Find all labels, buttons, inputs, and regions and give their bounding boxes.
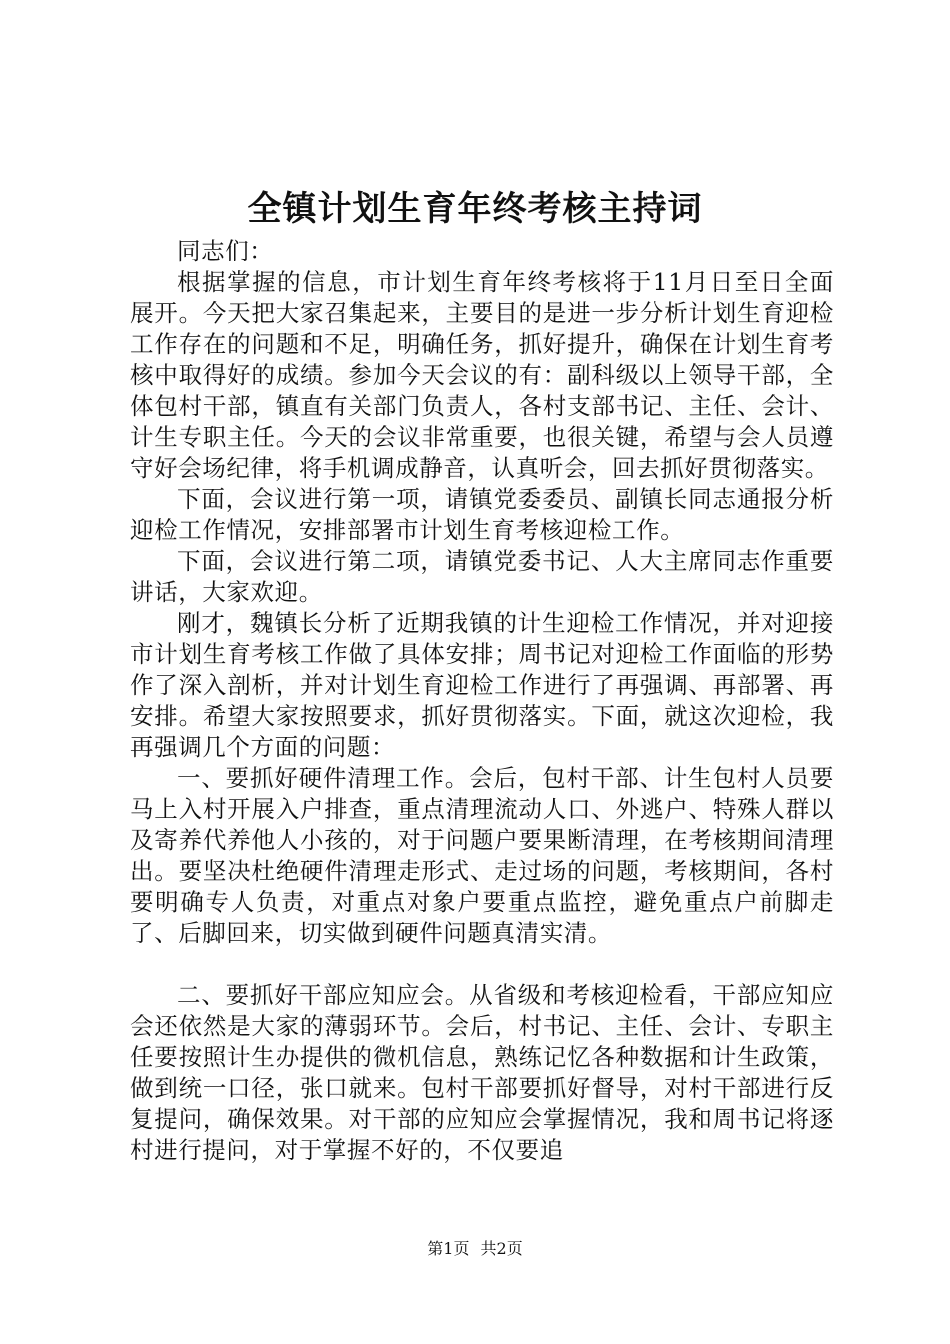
paragraph-gap	[130, 949, 834, 980]
document-title: 全镇计划生育年终考核主持词	[247, 189, 703, 229]
paragraph-point-two: 二、要抓好干部应知应会。从省级和考核迎检看，干部应知应会还依然是大家的薄弱环节。会后，村书记、主任、会计、专职主任要按照计生办提供的微机信息，熟练记忆各种数据和计生政策，做到统一口径，张口就来。包村干部要抓好督导，对村干部进行反复提问，确保效果。对干部的应知应会掌握情况，我和周书记将逐村进行提问，对于掌握不好的，不仅要追	[130, 981, 834, 1164]
paragraph-item-two: 下面，会议进行第二项，请镇党委书记、人大主席同志作重要讲话，大家欢迎。	[130, 547, 834, 606]
paragraph-item-one: 下面，会议进行第一项，请镇党委委员、副镇长同志通报分析迎检工作情况，安排部署市计划生育考核迎检工作。	[130, 485, 834, 544]
page-total: 共2页	[480, 1239, 523, 1258]
page-footer	[0, 1238, 950, 1260]
document-body	[130, 236, 834, 1166]
paragraph-summary: 刚才，魏镇长分析了近期我镇的计生迎检工作情况，并对迎接市计划生育考核工作做了具体安排；周书记对迎检工作面临的形势作了深入剖析，并对计划生育迎检工作进行了再强调、再部署、再安排。希望大家按照要求，抓好贯彻落实。下面，就这次迎检，我再强调几个方面的问题：	[130, 609, 834, 761]
paragraph-point-one: 一、要抓好硬件清理工作。会后，包村干部、计生包村人员要马上入村开展入户排查，重点清理流动人口、外逃户、特殊人群以及寄养代养他人小孩的，对于问题户要果断清理，在考核期间清理出。要坚决杜绝硬件清理走形式、走过场的问题，考核期间，各村要明确专人负责，对重点对象户要重点监控，避免重点户前脚走了、后脚回来，切实做到硬件问题真清实清。	[130, 764, 834, 947]
page-number: 第1页	[427, 1239, 470, 1258]
paragraph-greeting: 同志们：	[177, 237, 274, 265]
paragraph-intro: 根据掌握的信息，市计划生育年终考核将于11月日至日全面展开。今天把大家召集起来，主要目的是进一步分析计划生育迎检工作存在的问题和不足，明确任务，抓好提升，确保在计划生育考核中取得好的成绩。参加今天会议的有：副科级以上领导干部，全体包村干部，镇直有关部门负责人，各村支部书记、主任、会计、计生专职主任。今天的会议非常重要，也很关键，希望与会人员遵守好会场纪律，将手机调成静音，认真听会，回去抓好贯彻落实。	[130, 268, 834, 482]
